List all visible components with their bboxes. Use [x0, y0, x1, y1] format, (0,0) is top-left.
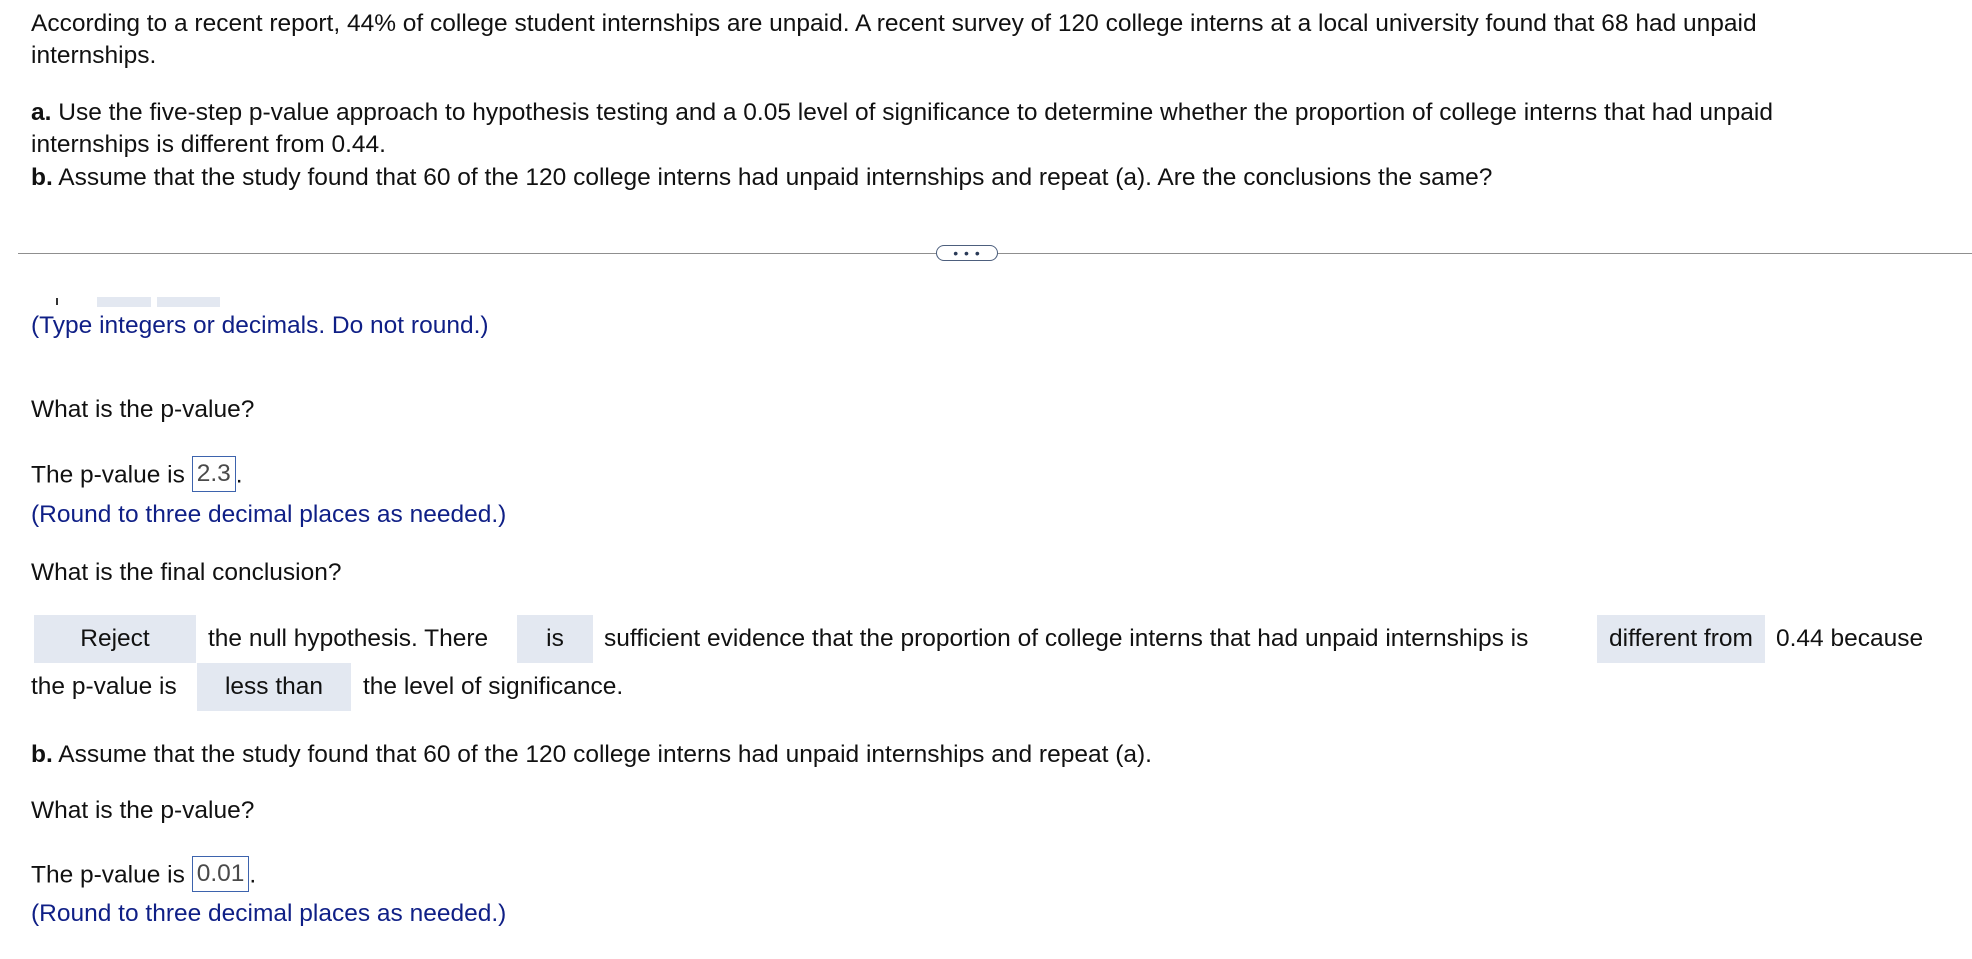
period: . — [249, 861, 257, 889]
part-a-text: Use the five-step p-value approach to hypothesis testing and a 0.05 level of significance to determine whether the proportion of college interns that had unpaid — [58, 99, 1773, 126]
conclusion-text-4: the p-value is — [31, 673, 177, 700]
pvalue-b-row — [31, 860, 256, 892]
period: . — [235, 461, 243, 489]
pvalue-a-answer-box[interactable]: 2.3 — [192, 456, 236, 492]
part-b-label: b. — [31, 164, 53, 191]
pvalue-b-prefix: The p-value is — [31, 861, 185, 889]
conclusion-text-5: the level of significance. — [363, 673, 624, 700]
clipped-answer-box — [97, 297, 151, 307]
part-a-line1 — [31, 97, 1773, 129]
part-b-question — [31, 162, 1492, 194]
expand-more-button[interactable] — [936, 245, 998, 261]
pvalue-a-prefix: The p-value is — [31, 461, 185, 489]
evidence-dropdown[interactable]: is — [517, 615, 593, 663]
part-a-label: a. — [31, 99, 52, 126]
round-hint-a: (Round to three decimal places as needed.) — [31, 501, 507, 528]
direction-dropdown[interactable]: different from — [1597, 615, 1765, 663]
clipped-answer-box — [157, 297, 220, 307]
pvalue-a-row — [31, 460, 243, 492]
part-b-work-label: b. — [31, 741, 53, 768]
problem-intro-line1: According to a recent report, 44% of college student internships are unpaid. A recent survey of 120 college interns at a local university found that 68 had unpaid — [31, 10, 1757, 37]
more-dots-icon: • • • — [953, 245, 981, 261]
question-pvalue-a: What is the p-value? — [31, 396, 255, 423]
conclusion-text-2: sufficient evidence that the proportion of college interns that had unpaid internships is — [604, 625, 1529, 652]
conclusion-text-1: the null hypothesis. There — [208, 625, 489, 652]
pvalue-b-answer-box[interactable]: 0.01 — [192, 856, 250, 892]
part-b-work-text: Assume that the study found that 60 of the 120 college interns had unpaid internships and repeat (a). — [58, 741, 1152, 768]
problem-intro-line2: internships. — [31, 42, 157, 69]
decision-dropdown[interactable]: Reject — [34, 615, 196, 663]
type-hint: (Type integers or decimals. Do not round.) — [31, 312, 489, 339]
part-b-text: Assume that the study found that 60 of the 120 college interns had unpaid internships and repeat (a). Are the conclusions the same? — [58, 164, 1493, 191]
question-pvalue-b: What is the p-value? — [31, 797, 255, 824]
clipped-text-fragment — [56, 298, 58, 305]
question-conclusion: What is the final conclusion? — [31, 559, 342, 586]
part-a-line2: internships is different from 0.44. — [31, 131, 386, 158]
part-b-work-statement — [31, 741, 1152, 769]
comparison-dropdown[interactable]: less than — [197, 663, 351, 711]
conclusion-text-3: 0.44 because — [1776, 625, 1924, 652]
round-hint-b: (Round to three decimal places as needed.) — [31, 900, 507, 927]
